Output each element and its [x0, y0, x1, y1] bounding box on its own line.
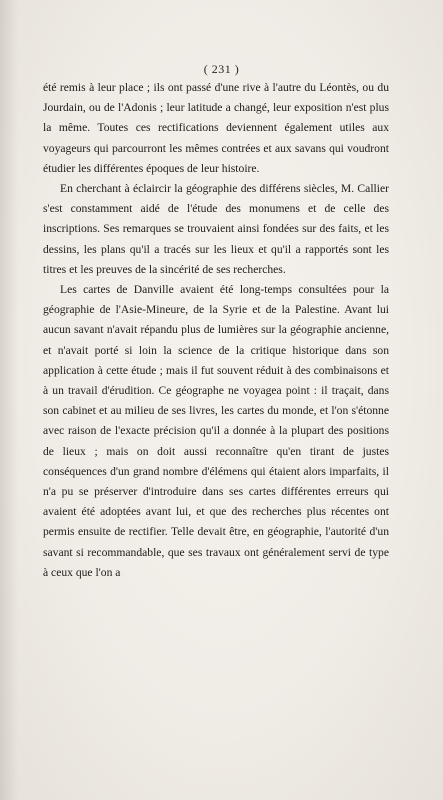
- page-body: [43, 78, 389, 583]
- page-edge-shadow: [0, 0, 18, 800]
- paragraph-2: En cherchant à éclaircir la géographie des différens siècles, M. Callier s'est constamment aidé de l'étude des monumens et de celle des inscriptions. Ses remarques se trouvaient ainsi fondées sur des faits, et les dessins, les plans qu'il a tracés sur les lieux et qu'il a rapportés sont les titres et les preuves de la sincérité de ses recherches.: [43, 182, 389, 276]
- page-number: ( 231 ): [203, 62, 240, 76]
- paragraph-1: été remis à leur place ; ils ont passé d'une rive à l'autre du Léontès, ou du Jourdain, ou de l'Adonis ; leur latitude a changé, leur exposition n'est plus la même. Toutes ces rectifications deviennent également utiles aux voyageurs qui parcourront les mêmes contrées et aux savans qui voudront étudier les différentes époques de leur histoire.: [43, 81, 389, 175]
- paragraph-3: Les cartes de Danville avaient été long-temps consultées pour la géographie de l'Asie-Mineure, de la Syrie et de la Palestine. Avant lui aucun savant n'avait répandu plus de lumières sur la géographie ancienne, et n'avait porté si loin la science de la critique historique dans son application à cette étude ; mais il fut souvent réduit à des combinaisons et à un travail d'érudition. Ce géographe ne voyagea point : il traçait, dans son cabinet et au milieu de ses livres, les cartes du monde, et l'on s'étonne avec raison de l'exacte précision qu'il a donnée à la plupart des positions de lieux ; mais on doit aussi reconnaître qu'en tirant de justes conséquences d'un grand nombre d'élémens qui étaient alors imparfaits, il n'a pu se préserver d'introduire dans ses cartes différentes erreurs qui avaient été adoptées avant lui, et que des recherches plus récentes ont permis ensuite de rectifier. Telle devait être, en géographie, l'autorité d'un savant si recommandable, que ses travaux ont généralement servi de type à ceux que l'on a: [43, 283, 389, 579]
